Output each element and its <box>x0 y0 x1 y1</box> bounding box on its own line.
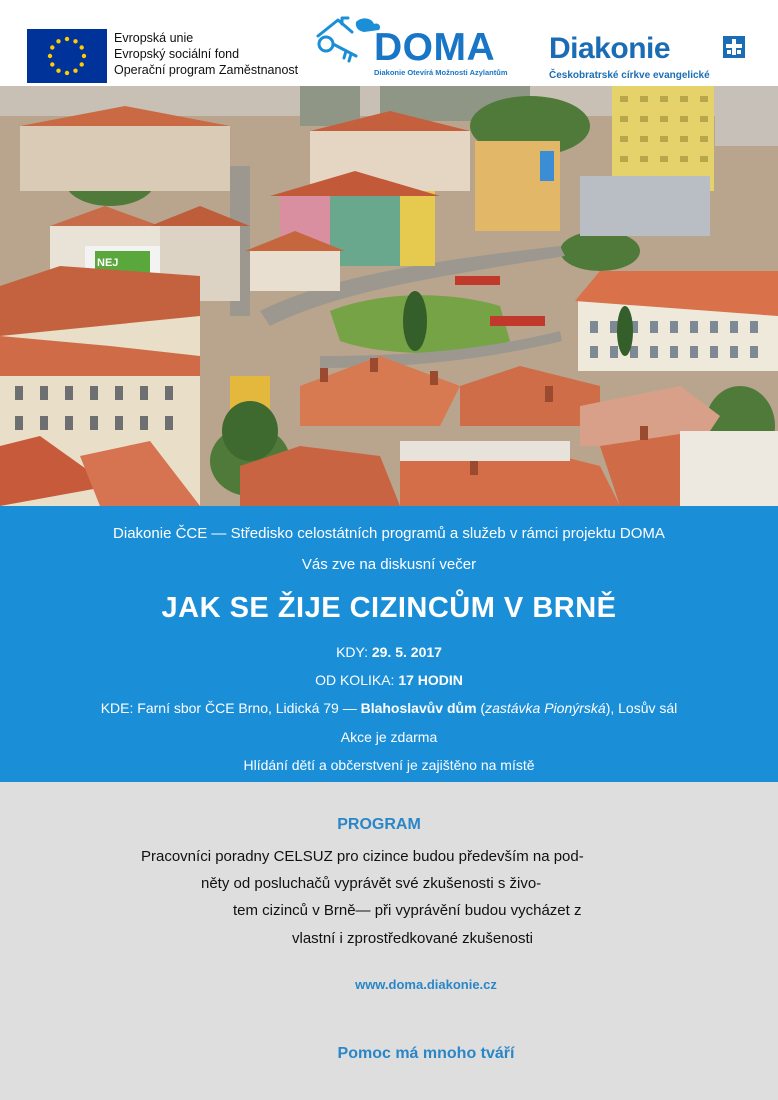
organizer-text: Diakonie ČCE — Středisko celostátních programů a služeb v rámci projektu DOMA <box>113 525 665 542</box>
doma-logo <box>312 14 527 84</box>
place-paren-open: ( <box>476 700 486 716</box>
event-title: JAK SE ŽIJE CIZINCŮM V BRNĚ <box>161 592 617 624</box>
eu-line: Operační program Zaměstnanost <box>114 63 299 77</box>
place-name: Blahoslavův dům <box>360 700 477 716</box>
childcare-note: Hlídání dětí a občerstvení je zajištěno na místě <box>243 757 535 773</box>
billboard-text: NEJ <box>97 257 119 269</box>
motto: Pomoc má mnoho tváří <box>337 1045 515 1062</box>
free-admission: Akce je zdarma <box>340 729 438 745</box>
event-place <box>0 700 778 716</box>
place-rest: ), Losův sál <box>605 700 678 716</box>
program-line: tem cizinců v Brně— při vyprávění budou vycházet z <box>233 902 582 919</box>
diakonie-logo <box>549 30 749 85</box>
doma-subtitle: Diakonie Otevírá Možnosti Azylantům <box>374 68 508 77</box>
diakonie-subtitle: Českobratrské církve evangelické <box>549 70 710 81</box>
city-photo <box>0 86 778 506</box>
website-link[interactable]: www.doma.diakonie.cz <box>355 977 497 992</box>
invite-text: Vás zve na diskusní večer <box>301 556 477 573</box>
program-line: něty od posluchačů vyprávět své zkušenosti s živo- <box>201 875 542 892</box>
date-value: 29. 5. 2017 <box>371 644 442 660</box>
key-house-icon <box>312 14 382 74</box>
event-time <box>0 672 778 688</box>
diakonie-title: Diakonie <box>549 32 671 65</box>
eu-flag-icon <box>27 29 107 83</box>
place-stop: zastávka Pionýrská <box>485 700 606 716</box>
eu-line: Evropský sociální fond <box>114 47 240 61</box>
time-label: OD KOLIKA: <box>315 672 399 688</box>
program-title: PROGRAM <box>337 816 421 833</box>
doma-title: DOMA <box>374 26 496 69</box>
header <box>0 0 778 86</box>
eu-line: Evropská unie <box>114 31 194 45</box>
event-date <box>0 644 778 660</box>
date-label: KDY: <box>336 644 372 660</box>
invitation-band <box>0 506 778 782</box>
place-label: KDE: Farní sbor ČCE Brno, Lidická 79 — <box>100 700 361 716</box>
time-value: 17 HODIN <box>398 672 463 688</box>
program-band <box>0 782 778 1100</box>
program-line: Pracovníci poradny CELSUZ pro cizince budou především na pod- <box>141 848 584 865</box>
diakonie-cross-icon <box>723 36 745 58</box>
program-line: vlastní i zprostředkované zkušenosti <box>292 930 533 947</box>
eu-funding-text <box>114 30 298 78</box>
